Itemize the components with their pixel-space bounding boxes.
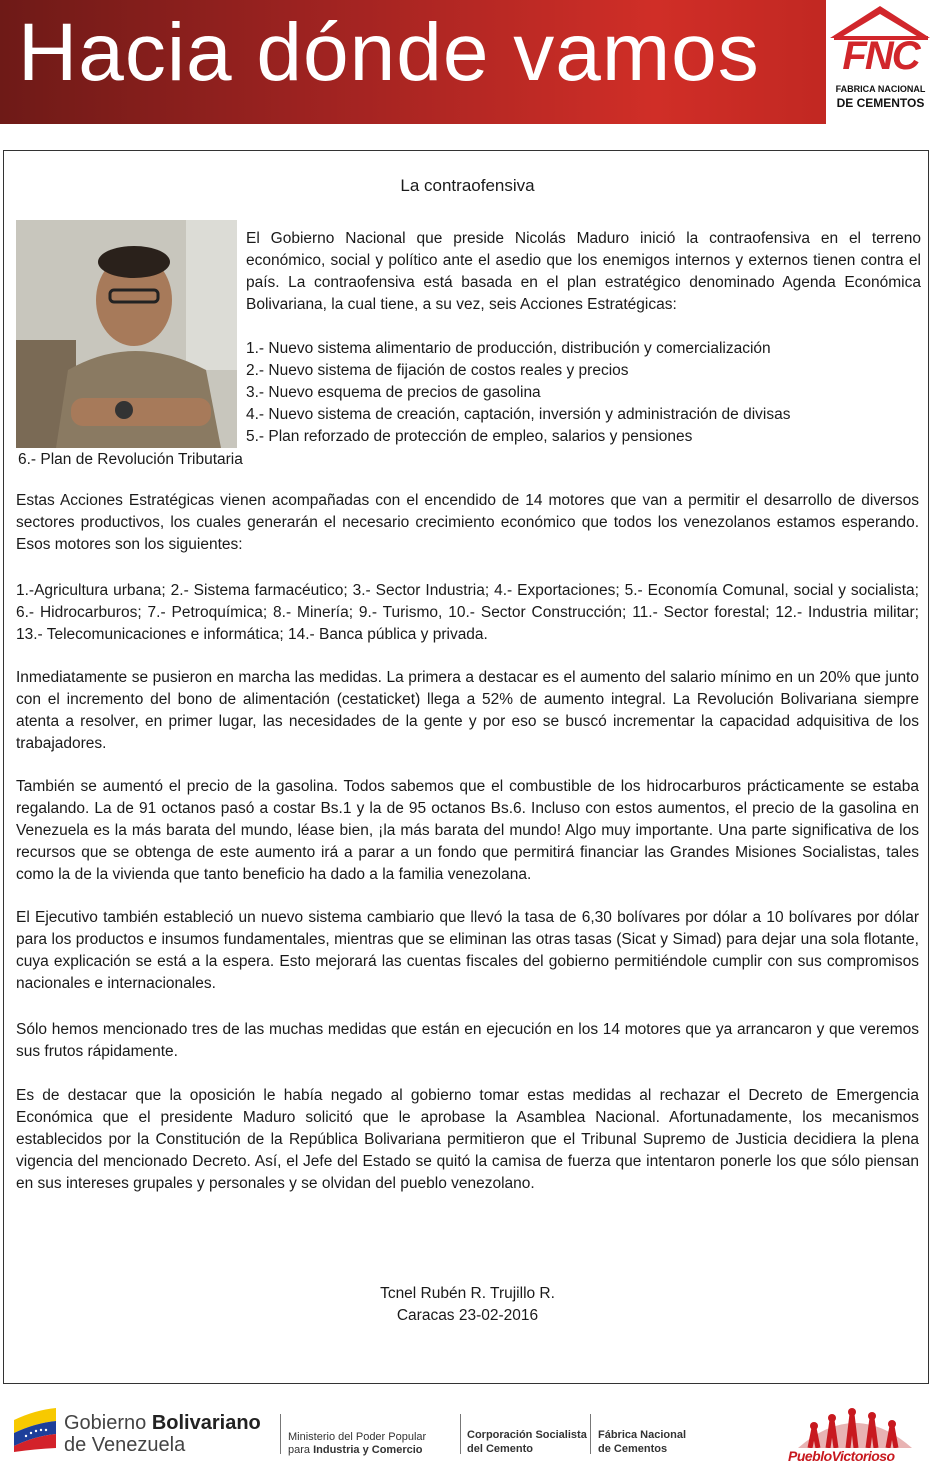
- paragraph-motores-list: 1.-Agricultura urbana; 2.- Sistema farmacéutico; 3.- Sector Industria; 4.- Exportaciones; 5.- Economía Comunal, social y socialista; 6.- Hidrocarburos; 7.- Petroquímica; 8.- Minería; 9.- Turismo, 10.- Sector Construcción; 11.- Sector forestal; 12.- Industria militar; 13.- Telecomunicaciones e informática; 14.- Banca pública y privada.: [16, 582, 919, 643]
- list-item: 2.- Nuevo sistema de fijación de costos reales y precios: [246, 362, 629, 379]
- fnc-logo-letters: FNC: [842, 34, 919, 78]
- corporacion-line1: Corporación Socialista: [467, 1429, 587, 1441]
- fabrica-line1: Fábrica Nacional: [598, 1429, 687, 1441]
- fabrica-line2: de Cementos: [598, 1443, 668, 1455]
- footer-divider: [460, 1414, 461, 1454]
- paragraph-salario: Inmediatamente se pusieron en marcha las medidas. La primera a destacar es el aumento del salario mínimo en un 20% que junto con el incremento del bono de alimentación (cestaticket) llega a 52% de aumento integral. La Revolución Bolivariana siempre atenta a resolver, en primer lugar, las necesidades de la gente y por eso se buscó incrementar la capacidad adquisitiva de los trabajadores.: [16, 669, 919, 752]
- corporacion-line2: del Cemento: [467, 1443, 534, 1455]
- gobierno-line1: Gobierno Bolivariano: [64, 1412, 261, 1434]
- list-item: 4.- Nuevo sistema de creación, captación, inversión y administración de divisas: [246, 406, 791, 423]
- paragraph-oposicion: Es de destacar que la oposición le había negado al gobierno tomar estas medidas al rechazar el Decreto de Emergencia Económica que el presidente Maduro solicitó que le aprobase la Asamblea Nacional. Afortunadamente, los mecanismos establecidos por la Constitución de la República Bolivariana permitieron que el Tribunal Supremo de Justicia decidiera la plena vigencia del mencionado Decreto. Así, el Jefe del Estado se quitó la camisa de fuerza que intentaron ponerle los que sólo piensan en sus intereses grupales y personales y se olvidan del pueblo venezolano.: [16, 1087, 919, 1192]
- list-item: 5.- Plan reforzado de protección de empleo, salarios y pensiones: [246, 428, 693, 445]
- intro-paragraph: El Gobierno Nacional que preside Nicolás Maduro inició la contraofensiva en el terreno económico, social y político ante el asedio que los enemigos internos y externos tienen contra el país. La contraofensiva está basada en el plan estratégico denominado Agenda Económica Bolivariana, la cual tiene, a su vez, seis Acciones Estratégicas:: [246, 230, 921, 313]
- article-heading: La contraofensiva: [400, 176, 535, 195]
- gobierno-line2: de Venezuela: [64, 1434, 186, 1456]
- paragraph-motores: Estas Acciones Estratégicas vienen acompañadas con el encendido de 14 motores que van a permitir el desarrollo de diversos sectores productivos, los cuales generarán el necesario crecimiento económico que todos los venezolanos estamos esperando. Esos motores son los siguientes:: [16, 492, 919, 553]
- fnc-logo-line2: DE CEMENTOS: [836, 96, 925, 110]
- pueblo-victorioso-logo: PuebloVictorioso: [788, 1448, 895, 1464]
- author-name: Tcnel Rubén R. Trujillo R.: [380, 1285, 555, 1302]
- ministerio-line1: Ministerio del Poder Popular: [288, 1431, 427, 1443]
- place-date: Caracas 23-02-2016: [396, 1307, 539, 1324]
- paragraph-gasolina: También se aumentó el precio de la gasolina. Todos sabemos que el combustible de los hidrocarburos prácticamente se estaba regalando. La de 91 octanos pasó a costar Bs.1 y la de 95 octanos Bs.6. Incluso con estos aumentos, el precio de la gasolina en Venezuela es la más barata del mundo, léase bien, ¡la más barata del mundo! Algo muy importante. Una parte significativa de los recursos que se obtenga de este aumento irá a parar a un fondo que permitirá financiar las Grandes Misiones Socialistas, tales como la de la vivienda que tanto beneficio ha dado a la familia venezolana.: [16, 778, 919, 883]
- list-item: 3.- Nuevo esquema de precios de gasolina: [246, 384, 541, 401]
- footer: [0, 1390, 935, 1474]
- paragraph-cambiario: El Ejecutivo también estableció un nuevo sistema cambiario que llevó la tasa de 6,30 bolívares por dólar a 10 bolívares por dólar para los productos e insumos fundamentales, mientras que se eliminan las otras tasas (Sicat y Simad) para dejar una sola flotante, cuya explicación se está a la espera. Esto mejorará las cuentas fiscales del gobierno permitiéndole cumplir con sus compromisos nacionales e internacionales.: [16, 909, 919, 992]
- footer-divider: [280, 1414, 281, 1454]
- page-title: Hacia dónde vamos: [18, 7, 760, 98]
- actions-list: [246, 338, 926, 448]
- header-banner: [0, 0, 935, 124]
- list-item: 6.- Plan de Revolución Tributaria: [18, 451, 243, 468]
- ministerio-line2: para Industria y Comercio: [288, 1444, 423, 1456]
- fnc-logo: [826, 0, 935, 124]
- footer-divider: [590, 1414, 591, 1454]
- author-photo: [16, 220, 237, 448]
- pueblo-victorioso-crowd-icon: [790, 1404, 920, 1448]
- list-item: 1.- Nuevo sistema alimentario de producción, distribución y comercialización: [246, 340, 771, 357]
- fnc-logo-line1: FABRICA NACIONAL: [835, 84, 926, 94]
- venezuela-flag-icon: [12, 1406, 58, 1452]
- paragraph-medidas: Sólo hemos mencionado tres de las muchas medidas que están en ejecución en los 14 motores que ya arrancaron y que veremos sus frutos rápidamente.: [16, 1021, 919, 1060]
